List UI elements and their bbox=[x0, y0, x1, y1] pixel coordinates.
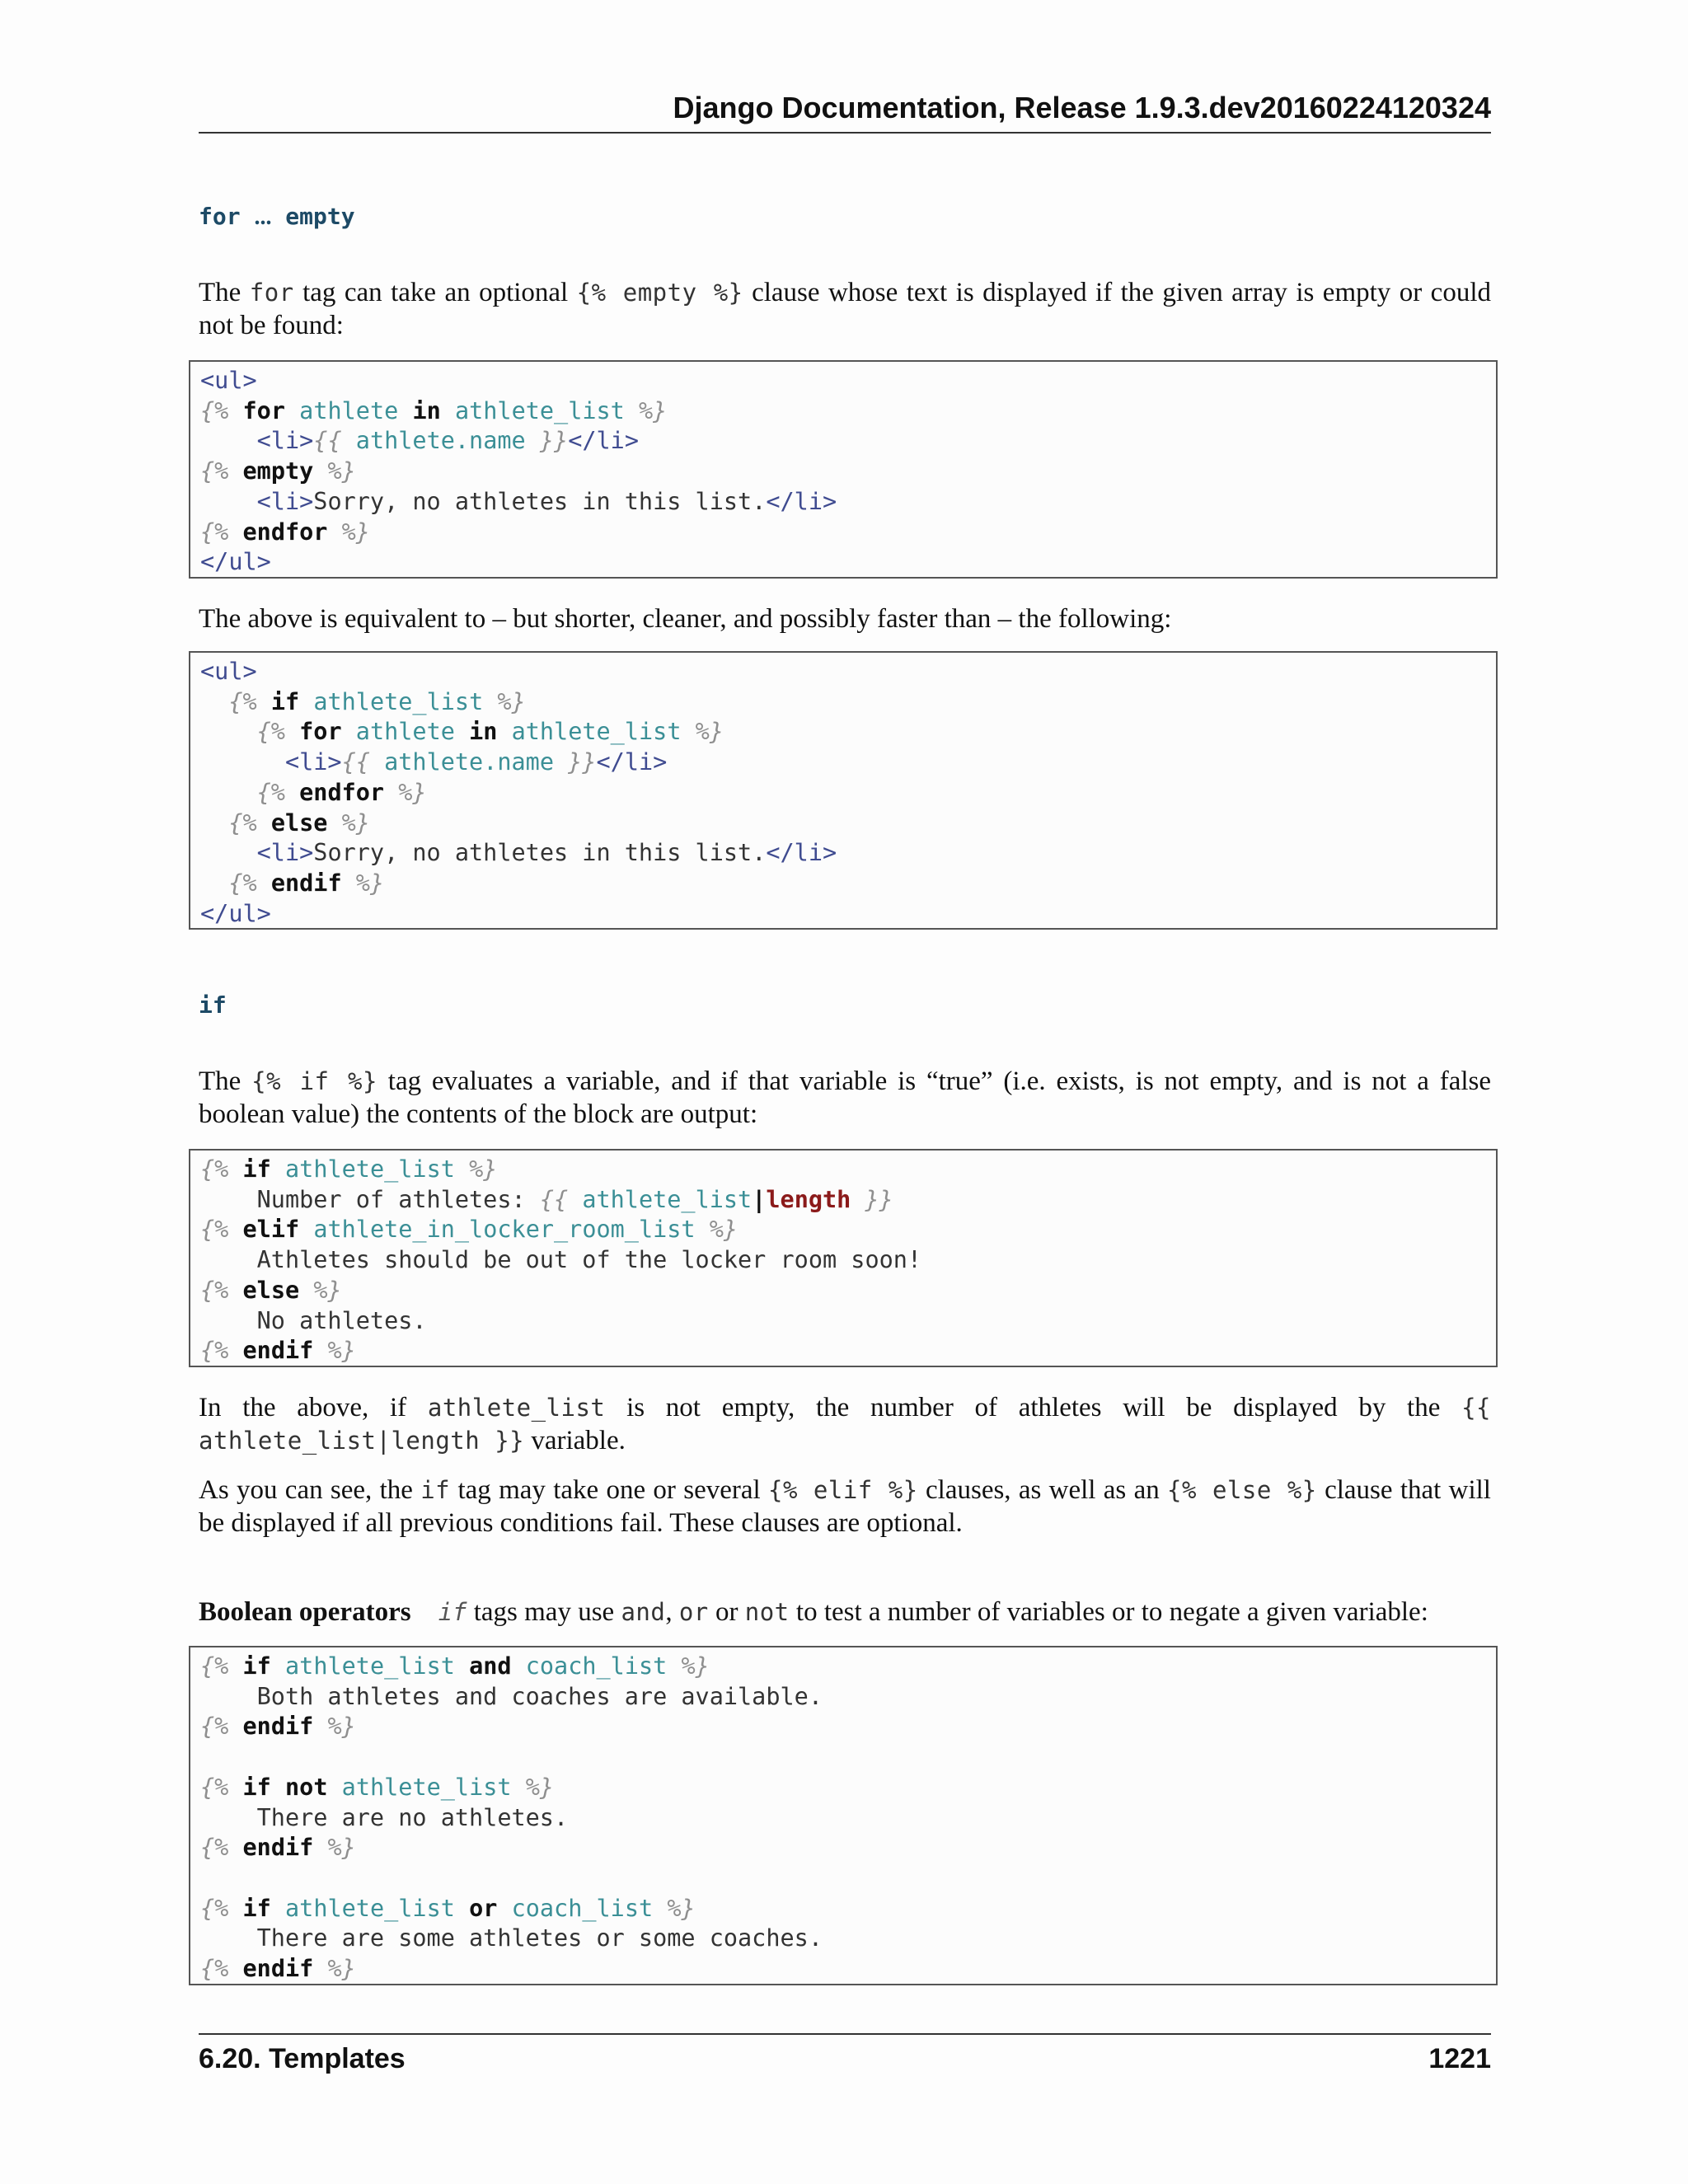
inline-code: athlete_list bbox=[427, 1394, 606, 1422]
text: tag can take an optional bbox=[293, 278, 577, 307]
inline-code: if bbox=[438, 1598, 467, 1626]
inline-code: for bbox=[249, 279, 294, 307]
code-token: coach_list bbox=[511, 1894, 654, 1922]
code-token: <li> bbox=[284, 748, 342, 776]
heading-part: if bbox=[199, 991, 227, 1019]
code-token: else bbox=[242, 1276, 300, 1304]
code-token: athlete_list bbox=[511, 718, 682, 746]
code-token: or bbox=[469, 1894, 498, 1922]
code-token: elif bbox=[242, 1216, 300, 1244]
code-token: endif bbox=[242, 1713, 314, 1741]
paragraph-if-intro bbox=[199, 1065, 1491, 1131]
code-token: for bbox=[242, 396, 285, 424]
code-token: endfor bbox=[299, 778, 385, 806]
running-header bbox=[199, 91, 1491, 134]
code-token: </ul> bbox=[200, 548, 271, 576]
inline-code: {% if %} bbox=[251, 1067, 377, 1095]
code-token: for bbox=[299, 718, 342, 746]
code-token: Athletes should be out of the locker room soon! bbox=[256, 1246, 922, 1274]
code-token: Sorry, no athletes in this list. bbox=[313, 487, 767, 515]
paragraph-if-elif bbox=[199, 1474, 1491, 1540]
code-token: athlete_in_locker_room_list bbox=[313, 1216, 696, 1244]
heading-part: for bbox=[199, 203, 241, 230]
code-block-equivalent: <ul> {% if athlete_list %} {% for athlete in athlete_list %} <li>{{ athlete.name }}</li> {% endfor %} {% else %} <li>Sorry, no athletes in this list.</li> {% endif %} </ul> bbox=[189, 651, 1498, 930]
code-token: if bbox=[242, 1652, 271, 1680]
section-heading-if bbox=[199, 991, 227, 1019]
inline-code: and bbox=[621, 1598, 666, 1626]
text: clause that will be displayed if all previous conditions fail. These clauses are optional. bbox=[199, 1475, 1491, 1538]
code-token: </li> bbox=[596, 748, 668, 776]
paragraph-equivalent bbox=[199, 602, 1491, 635]
running-footer bbox=[199, 2033, 1491, 2075]
inline-code: {% elif %} bbox=[767, 1476, 918, 1504]
code-token: length bbox=[766, 1185, 851, 1213]
inline-code: or bbox=[678, 1598, 709, 1626]
heading-part: empty bbox=[285, 203, 355, 230]
code-token: athlete.name bbox=[355, 427, 526, 455]
code-token: athlete bbox=[355, 718, 455, 746]
text: In the above, if bbox=[199, 1393, 428, 1422]
code-token: empty bbox=[242, 457, 314, 485]
code-token: if bbox=[242, 1155, 271, 1183]
code-token: if bbox=[242, 1773, 271, 1801]
code-token: athlete_list bbox=[285, 1894, 455, 1922]
code-token: in bbox=[469, 718, 498, 746]
code-token: coach_list bbox=[525, 1652, 668, 1680]
code-token: There are some athletes or some coaches. bbox=[256, 1924, 823, 1952]
text: The bbox=[199, 1066, 252, 1096]
code-token: endif bbox=[242, 1834, 314, 1862]
text: tags may use bbox=[467, 1597, 621, 1627]
header-title: Django Documentation, Release 1.9.3.dev20160224120324 bbox=[673, 91, 1491, 124]
code-token: <li> bbox=[256, 487, 314, 515]
code-token: athlete_list bbox=[454, 396, 625, 424]
code-token: </li> bbox=[766, 487, 837, 515]
code-token: <ul> bbox=[200, 367, 257, 394]
code-token: athlete bbox=[299, 396, 399, 424]
text: clause whose text is displayed if the given array is empty or could not be found: bbox=[199, 278, 1491, 340]
inline-code: not bbox=[744, 1598, 790, 1626]
code-token: Both athletes and coaches are available. bbox=[256, 1682, 823, 1710]
code-token: </ul> bbox=[200, 899, 271, 927]
code-token: athlete_list bbox=[341, 1773, 512, 1801]
boolean-operators-label: Boolean operators bbox=[199, 1597, 411, 1627]
heading-dots: ... bbox=[254, 204, 272, 230]
code-token: endfor bbox=[242, 518, 328, 546]
code-token: if bbox=[242, 1894, 271, 1922]
text: variable. bbox=[524, 1426, 626, 1455]
page-number: 1221 bbox=[1428, 2043, 1491, 2074]
inline-code: if bbox=[420, 1476, 451, 1504]
inline-code: {% empty %} bbox=[576, 279, 743, 307]
code-token: <li> bbox=[256, 427, 314, 455]
code-token: in bbox=[412, 396, 441, 424]
code-block-if: {% if athlete_list %} Number of athletes: {{ athlete_list|length }} {% elif athlete_in_locker_room_list %} Athletes should be out of the locker room soon! {% else %} No athletes. {% endif %} bbox=[189, 1149, 1498, 1367]
code-token: athlete_list bbox=[313, 687, 484, 715]
text: As you can see, the bbox=[199, 1475, 421, 1505]
code-token: No athletes. bbox=[256, 1306, 427, 1334]
paragraph-if-length bbox=[199, 1391, 1491, 1457]
inline-code: {% else %} bbox=[1167, 1476, 1317, 1504]
inline-code: {{ athlete_list|length }} bbox=[199, 1394, 1491, 1455]
text: clauses, as well as an bbox=[917, 1475, 1168, 1505]
section-heading-for-empty bbox=[199, 203, 355, 231]
code-token: athlete_list bbox=[285, 1652, 455, 1680]
text: , bbox=[665, 1597, 679, 1627]
code-token: </li> bbox=[568, 427, 639, 455]
code-token: else bbox=[270, 808, 328, 837]
text: The bbox=[199, 278, 250, 307]
code-token: <ul> bbox=[200, 658, 257, 685]
paragraph-boolean-operators bbox=[199, 1596, 1491, 1629]
code-token: endif bbox=[242, 1337, 314, 1365]
code-block-boolean: {% if athlete_list and coach_list %} Both athletes and coaches are available. {% endif %} {% if not athlete_list %} There are no athletes. {% endif %} {% if athlete_list or coach_list %} There are some athletes or some coaches. {% endif %} bbox=[189, 1646, 1498, 1985]
code-token: There are no athletes. bbox=[256, 1803, 569, 1831]
footer-section: 6.20. Templates bbox=[199, 2043, 406, 2074]
text: tag may take one or several bbox=[450, 1475, 768, 1505]
code-token: <li> bbox=[256, 839, 314, 867]
code-token: not bbox=[285, 1773, 328, 1801]
code-token: endif bbox=[270, 869, 342, 897]
code-token: athlete_list bbox=[285, 1155, 455, 1183]
code-block-for-empty: <ul> {% for athlete in athlete_list %} <li>{{ athlete.name }}</li> {% empty %} <li>Sorry, no athletes in this list.</li> {% endfor %} </ul> bbox=[189, 360, 1498, 579]
code-token: Number of athletes: bbox=[256, 1185, 540, 1213]
code-token: </li> bbox=[766, 839, 837, 867]
text: The above is equivalent to – but shorter, cleaner, and possibly faster than – the following: bbox=[199, 604, 1172, 634]
paragraph-for-empty-intro bbox=[199, 276, 1491, 342]
code-token: Sorry, no athletes in this list. bbox=[313, 839, 767, 867]
code-token: athlete.name bbox=[384, 748, 554, 776]
text: is not empty, the number of athletes will be displayed by the bbox=[605, 1393, 1462, 1422]
text: or bbox=[708, 1597, 745, 1627]
text: tag evaluates a variable, and if that variable is “true” (i.e. exists, is not empty, and is not a false boolean value) the contents of the block are output: bbox=[199, 1066, 1491, 1129]
code-token: athlete_list bbox=[582, 1185, 753, 1213]
code-token: and bbox=[469, 1652, 512, 1680]
text: to test a number of variables or to negate a given variable: bbox=[789, 1597, 1428, 1627]
code-token: endif bbox=[242, 1955, 314, 1983]
code-token: if bbox=[270, 687, 300, 715]
